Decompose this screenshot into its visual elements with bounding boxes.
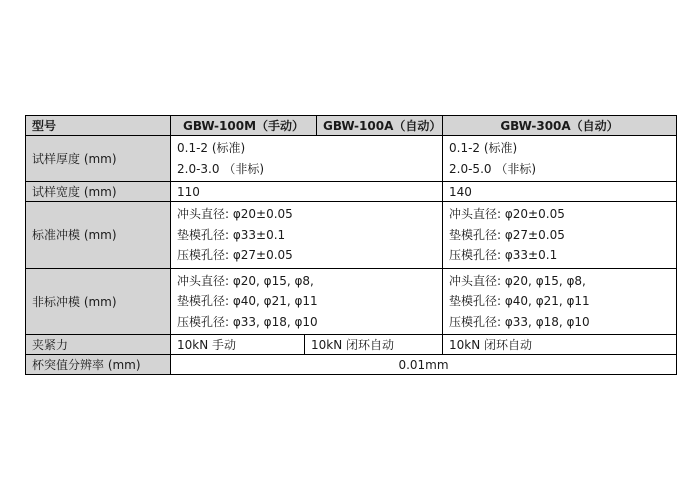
thickness-right-cell [443, 136, 677, 182]
std-punch-label: 标准冲模 (mm) [26, 202, 171, 269]
nonstd-punch-right-line: 冲头直径: φ20, φ15, φ8, [449, 273, 586, 288]
width-row [26, 182, 677, 202]
gbw-300a-header-cell: GBW-300A（自动） [443, 116, 677, 136]
std-punch-right-line: 垫模孔径: φ27±0.05 [449, 227, 565, 242]
nonstd-punch-right-cell [443, 268, 677, 335]
nonstd-punch-row [26, 268, 677, 335]
std-punch-right-cell [443, 202, 677, 269]
model-header-cell: 型号 [26, 116, 171, 136]
clamp-closed-loop-cell: 10kN 闭环自动 [305, 335, 443, 355]
std-punch-left-line: 冲头直径: φ20±0.05 [177, 207, 293, 221]
nonstd-punch-left-line: 压模孔径: φ33, φ18, φ10 [177, 314, 318, 329]
nonstd-punch-left-line: 冲头直径: φ20, φ15, φ8, [177, 273, 314, 288]
header-row [26, 116, 677, 136]
resolution-row [26, 355, 677, 375]
gbw-100a-header-cell: GBW-100A（自动） [317, 116, 443, 136]
clamp-row [26, 335, 677, 355]
clamp-right-cell: 10kN 闭环自动 [443, 335, 677, 355]
thickness-row [26, 136, 677, 182]
width-left-cell: 110 [171, 182, 443, 202]
gbw-100m-header-cell: GBW-100M（手动） [171, 116, 317, 136]
width-label: 试样宽度 (mm) [26, 182, 171, 202]
clamp-manual-cell: 10kN 手动 [171, 335, 305, 355]
nonstd-punch-label: 非标冲模 (mm) [26, 268, 171, 335]
std-punch-left-cell [171, 202, 443, 269]
nonstd-punch-right-line: 压模孔径: φ33, φ18, φ10 [449, 314, 590, 329]
nonstd-punch-left-cell [171, 268, 443, 335]
clamp-label: 夹紧力 [26, 335, 171, 355]
std-punch-row [26, 202, 677, 269]
thickness-left-cell [171, 136, 443, 182]
thickness-right-nonstandard: 2.0-5.0 （非标) [449, 161, 537, 176]
thickness-label: 试样厚度 (mm) [26, 136, 171, 182]
std-punch-left-line: 压模孔径: φ27±0.05 [177, 248, 293, 262]
resolution-value-cell: 0.01mm [171, 355, 677, 375]
thickness-left-nonstandard: 2.0-3.0 （非标) [177, 161, 264, 176]
spec-table [25, 115, 677, 375]
resolution-label: 杯突值分辨率 (mm) [26, 355, 171, 375]
nonstd-punch-left-line: 垫模孔径: φ40, φ21, φ11 [177, 294, 318, 308]
thickness-right-standard: 0.1-2 (标准) [449, 141, 518, 155]
thickness-left-standard: 0.1-2 (标准) [177, 141, 246, 155]
width-right-cell: 140 [443, 182, 677, 202]
nonstd-punch-right-line: 垫模孔径: φ40, φ21, φ11 [449, 294, 590, 308]
std-punch-left-line: 垫模孔径: φ33±0.1 [177, 227, 286, 242]
std-punch-right-line: 冲头直径: φ20±0.05 [449, 207, 565, 221]
std-punch-right-line: 压模孔径: φ33±0.1 [449, 248, 558, 262]
